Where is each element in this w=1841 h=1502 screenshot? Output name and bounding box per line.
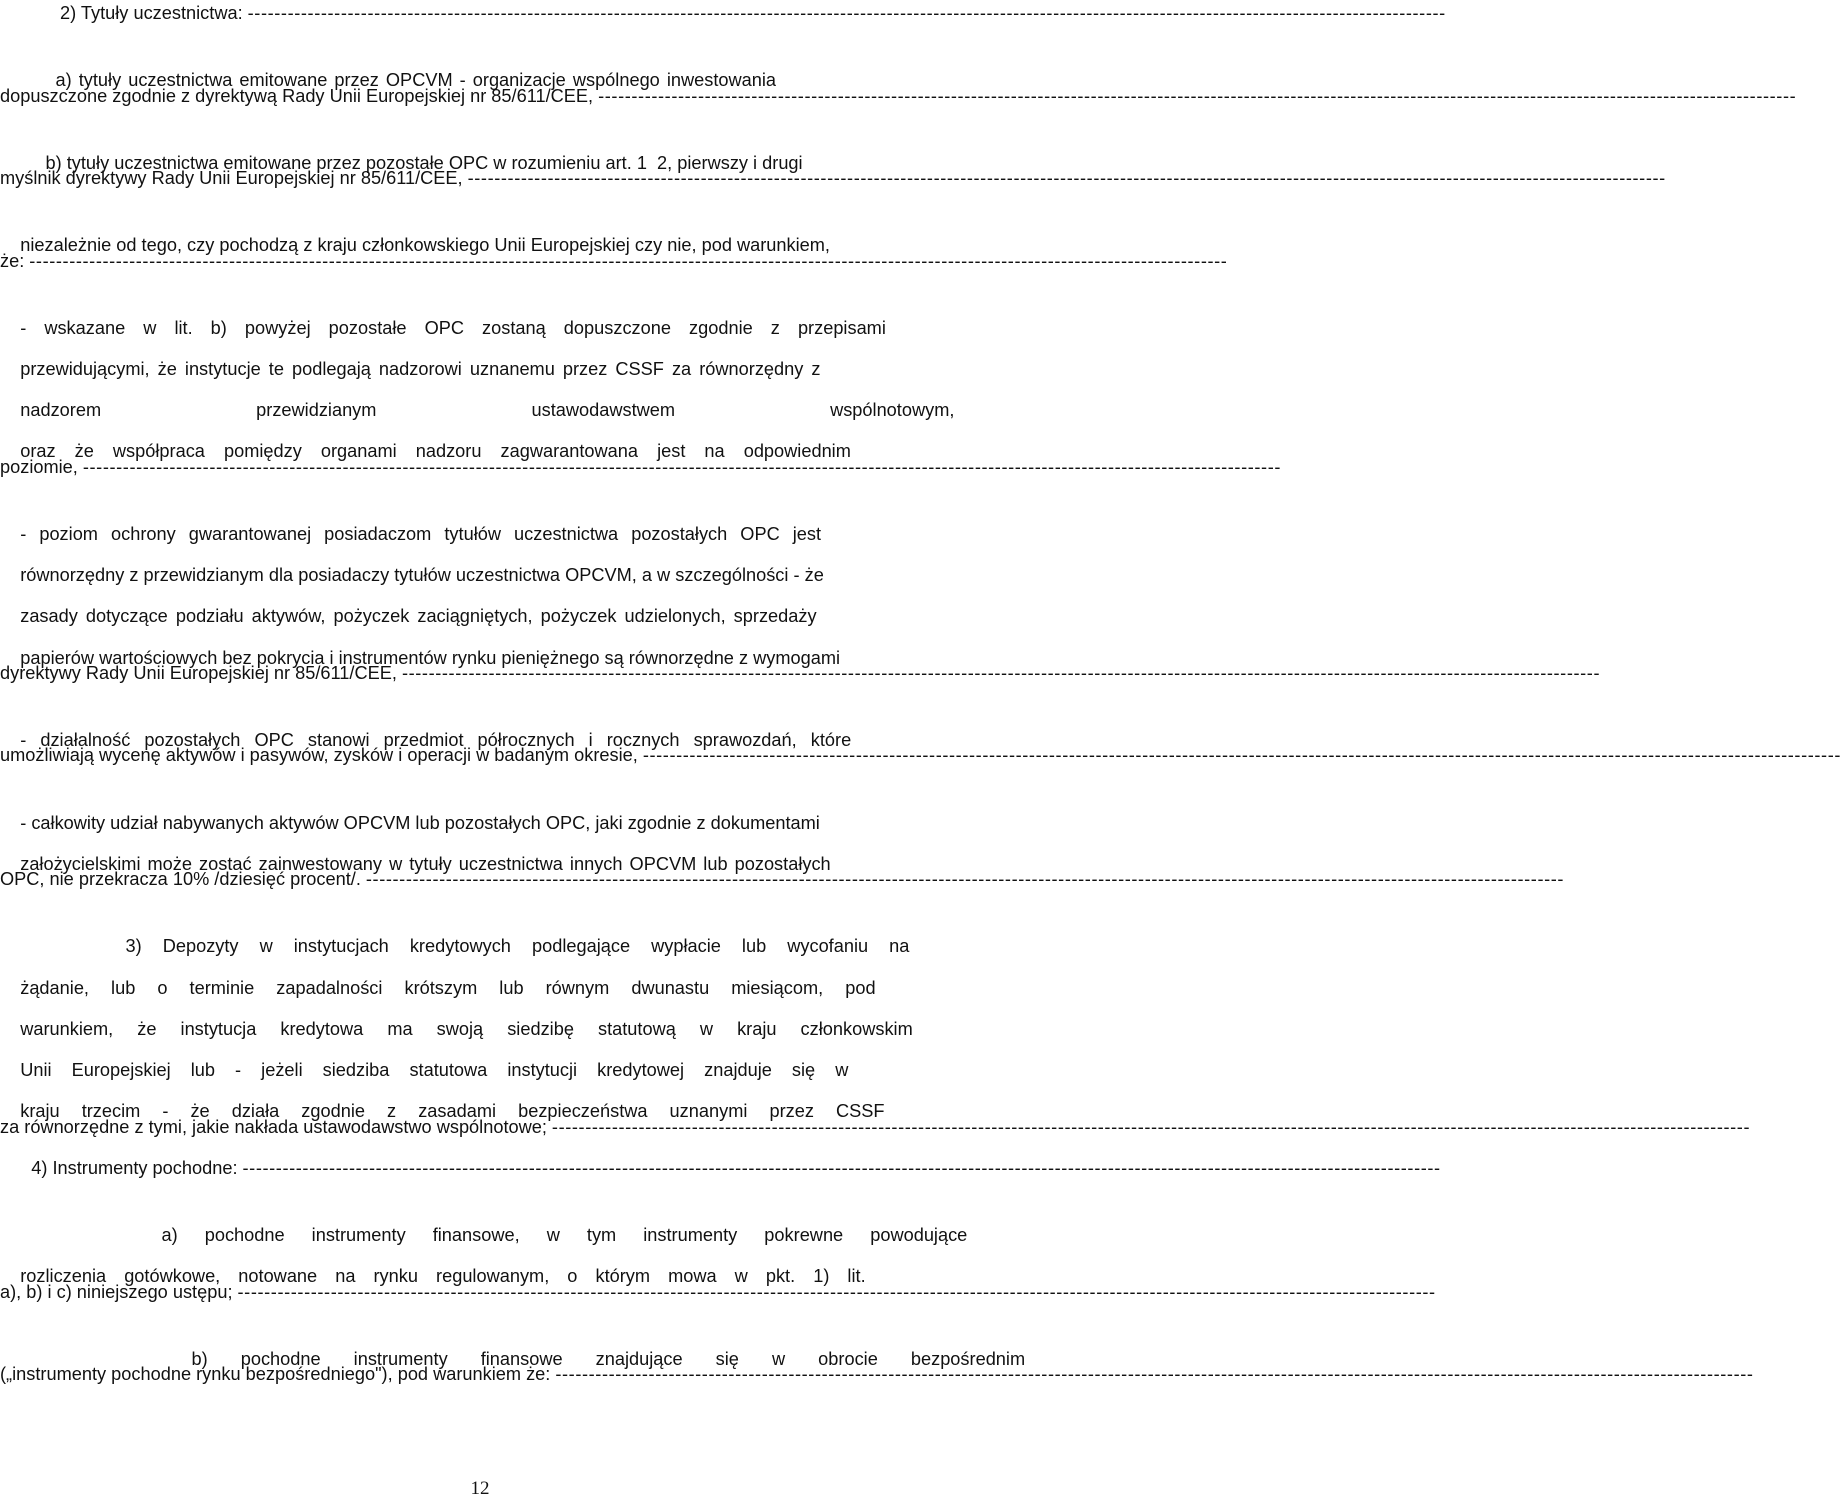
filler-dashes [243, 1155, 1441, 1181]
line-text: a) tytuły uczestnictwa emitowane przez OPCVM - organizacje wspólnego inwestowania [20, 70, 777, 90]
filler-dashes [248, 0, 1446, 26]
line-text: b) tytuły uczestnictwa emitowane przez pozostałe OPC w rozumieniu art. 1 2, pierwszy i drugi [20, 153, 803, 173]
line-text: nadzorem przewidzianym ustawodawstwem wspólnotowym, [20, 400, 955, 420]
text-line [0, 619, 960, 668]
line-text: przewidującymi, że instytucje te podlegają nadzorowi uznanemu przez CSSF za równorzędny z [20, 359, 821, 379]
line-text: umożliwiają wycenę aktywów i pasywów, zysków i operacji w badanym okresie, [0, 745, 638, 765]
line-text: b) pochodne instrumenty finansowe znajdujące się w obrocie bezpośrednim [26, 1349, 1026, 1369]
text-line [0, 1114, 960, 1140]
line-text: papierów wartościowych bez pokrycia i instrumentów rynku pieniężnego są równorzędne z wymogami [20, 648, 841, 668]
text-line [0, 165, 960, 191]
text-line [0, 454, 960, 480]
text-line [0, 784, 960, 833]
line-text: oraz że współpraca pomiędzy organami nadzoru zagwarantowana jest na odpowiednim [20, 441, 851, 461]
line-text: założycielskimi może zostać zainwestowany w tytuły uczestnictwa innych OPCVM lub pozostałych [20, 854, 831, 874]
text-line [0, 660, 960, 686]
text-line [0, 907, 960, 956]
text-line [0, 371, 960, 420]
line-text: - wskazane w lit. b) powyżej pozostałe OPC zostaną dopuszczone zgodnie z przepisami [20, 318, 886, 338]
line-text: że: [0, 251, 25, 271]
line-text: - poziom ochrony gwarantowanej posiadaczom tytułów uczestnictwa pozostałych OPC jest [20, 524, 822, 544]
text-line [0, 289, 960, 338]
line-text: a) pochodne instrumenty finansowe, w tym instrumenty pokrewne powodujące [26, 1225, 968, 1245]
filler-dashes [598, 83, 1796, 109]
line-text: poziomie, [0, 457, 78, 477]
text-line [0, 330, 960, 379]
line-text: równorzędny z przewidzianym dla posiadaczy tytułów uczestnictwa OPCVM, a w szczególności - że [20, 565, 824, 585]
text-line [0, 536, 960, 585]
line-text: kraju trzecim - że działa zgodnie z zasadami bezpieczeństwa uznanymi przez CSSF [20, 1101, 885, 1121]
text-line [0, 412, 960, 461]
text-line [0, 0, 960, 26]
line-text: - całkowity udział nabywanych aktywów OPCVM lub pozostałych OPC, jaki zgodnie z dokumentami [20, 813, 820, 833]
line-text: żądanie, lub o terminie zapadalności krótszym lub równym dwunastu miesiącom, pod [20, 978, 876, 998]
text-line [0, 990, 960, 1039]
text-line [0, 949, 960, 998]
line-text: 4) Instrumenty pochodne: [6, 1158, 238, 1178]
text-line [0, 825, 960, 874]
text-line [0, 701, 960, 750]
line-text: myślnik dyrektywy Rady Unii Europejskiej nr 85/611/CEE, [0, 168, 463, 188]
filler-dashes [83, 454, 1281, 480]
text-line [0, 1320, 1026, 1369]
line-text: rozliczenia gotówkowe, notowane na rynku regulowanym, o którym mowa w pkt. 1) lit. [20, 1266, 866, 1286]
text-line [0, 1031, 960, 1080]
text-line [0, 83, 960, 109]
line-text: OPC, nie przekracza 10% /dziesięć procent/. [0, 869, 361, 889]
line-text: dopuszczone zgodnie z dyrektywą Rady Unii Europejskiej nr 85/611/CEE, [0, 86, 594, 106]
filler-dashes [555, 1361, 1753, 1387]
filler-dashes [238, 1279, 1436, 1305]
line-text: - działalność pozostałych OPC stanowi przedmiot półrocznych i rocznych sprawozdań, które [20, 730, 852, 750]
text-line [0, 577, 960, 626]
line-text: 3) Depozyty w instytucjach kredytowych podlegające wypłacie lub wycofaniu na [20, 936, 910, 956]
line-text: („instrumenty pochodne rynku bezpośredniego"), pod warunkiem że: [0, 1364, 551, 1384]
filler-dashes [643, 742, 1841, 768]
filler-dashes [402, 660, 1600, 686]
line-text: 2) Tytuły uczestnictwa: [60, 3, 243, 23]
text-line [0, 1361, 960, 1387]
filler-dashes [29, 248, 1227, 274]
text-line [0, 41, 960, 90]
line-text: a), b) i c) niniejszego ustępu; [0, 1282, 233, 1302]
text-line [0, 124, 960, 173]
line-text: warunkiem, że instytucja kredytowa ma swoją siedzibę statutową w kraju członkowskim [20, 1019, 913, 1039]
line-text: niezależnie od tego, czy pochodzą z kraju członkowskiego Unii Europejskiej czy nie, pod warunkiem, [20, 235, 830, 255]
line-text: zasady dotyczące podziału aktywów, pożyczek zaciągniętych, pożyczek udzielonych, sprzedaży [20, 606, 817, 626]
text-line [0, 495, 960, 544]
line-text: za równorzędne z tymi, jakie nakłada ustawodawstwo wspólnotowe; [0, 1117, 547, 1137]
page-number: 12 [470, 1478, 490, 1499]
filler-dashes [366, 866, 1564, 892]
text-line [0, 1072, 960, 1121]
line-text: Unii Europejskiej lub - jeżeli siedziba statutowa instytucji kredytowej znajduje się w [20, 1060, 849, 1080]
filler-dashes [552, 1114, 1750, 1140]
text-line [0, 248, 960, 274]
text-line [0, 206, 960, 255]
filler-dashes [468, 165, 868, 191]
text-line [0, 1155, 960, 1181]
text-line [0, 742, 960, 768]
text-line [0, 1196, 968, 1245]
text-line [0, 1279, 960, 1305]
text-line [0, 1237, 960, 1286]
text-line [0, 866, 960, 892]
line-text: dyrektywy Rady Unii Europejskiej nr 85/611/CEE, [0, 663, 397, 683]
